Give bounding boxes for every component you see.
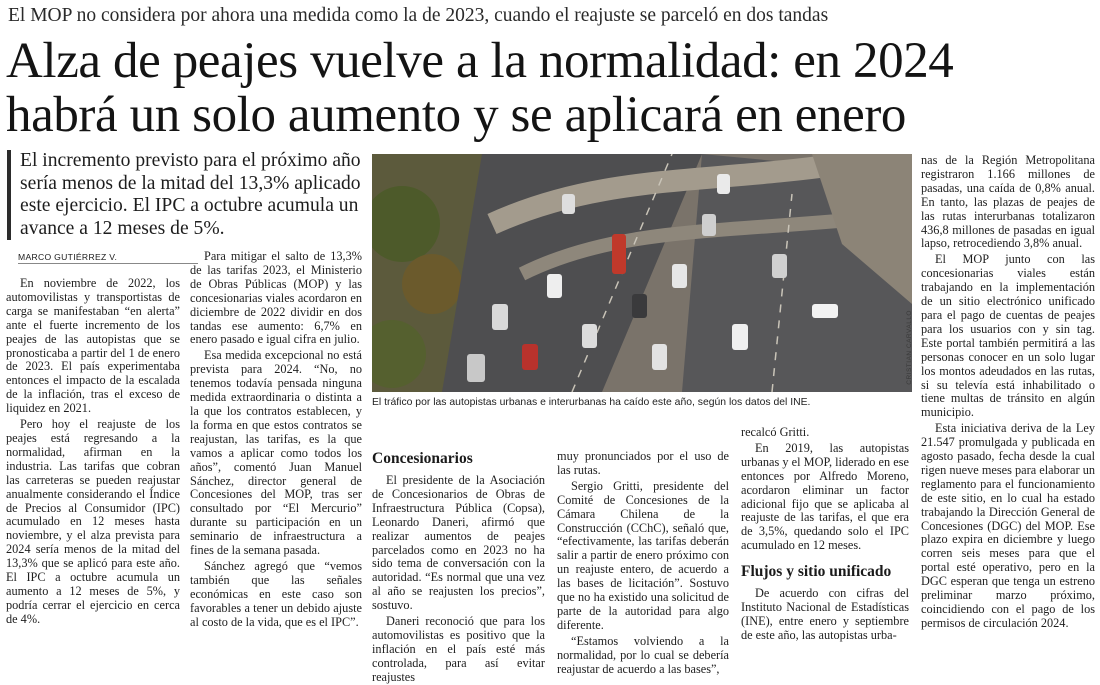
paragraph: recalcó Gritti. — [741, 425, 810, 439]
paragraph: Esa medida excepcional no está prevista para 2024. “No, no tenemos todavía pensada ninguna medida extraordinaria o distinta a la que los contratos establecen, y la forma en que estos contratos se reajustan, las tarifas, es la que vamos a aplicar como todos los años”, comentó Juan Manuel Sánchez, director general de Concesiones del MOP, tras ser consultado por “El Mercurio” durante su participación en un seminario de infraestructura a fines de la semana pasada. — [190, 348, 362, 558]
paragraph: “Estamos volviendo a la normalidad, por lo cual se debería reajustar de acuerdo a las bases”, — [557, 633, 729, 676]
kicker: El MOP no considera por ahora una medida como la de 2023, cuando el reajuste se parceló en dos tandas — [8, 5, 829, 26]
paragraph: Sánchez agregó que “vemos también que las señales económicas en este caso son favorables a tener un debido ajuste al costo de la vida, que es el IPC”. — [190, 558, 362, 629]
article-column-5 — [741, 426, 909, 643]
byline: MARCO GUTIÉRREZ V. — [18, 252, 198, 264]
photo-credit: CRISTIAN CARVALLO — [906, 310, 913, 385]
article-column-3 — [372, 450, 545, 685]
paragraph: El MOP junto con las concesionarias viales están trabajando en la implementación de un sitio electrónico unificado para el pago de cuentas de peajes para los usuarios con y sin tag. Este portal también permitirá a las personas conocer en un solo lugar los montos adeudados en las rutas, si su televía está inhabilitado o tiene multas de tránsito en algún municipio. — [921, 252, 1095, 420]
paragraph: En noviembre de 2022, los automovilistas y transportistas de carga se manifestaban “en alerta” ante el fuerte incremento de los peajes de las autopistas que se pronosticaba a partir del 1 de enero de 2023. El país experimentaba entonces el impacto de la escalada de la inflación, tras el exceso de liquidez en 2021. — [6, 276, 180, 416]
photo-caption: El tráfico por las autopistas urbanas e interurbanas ha caído este año, según los datos del INE. — [372, 397, 811, 408]
paragraph: De acuerdo con cifras del Instituto Nacional de Estadísticas (INE), entre enero y septiembre de este año, las autopistas urba- — [741, 586, 909, 642]
article-column-4 — [557, 450, 729, 677]
subheading-flujos: Flujos y sitio unificado — [741, 563, 892, 581]
highway-illustration — [372, 154, 912, 392]
headline-line-1: Alza de peajes vuelve a la normalidad: en 2024 — [6, 33, 954, 89]
deck: El incremento previsto para el próximo año sería menos de la mitad del 13,3% aplicado este ejercicio. El IPC a octubre acumula un avance a 12 meses de 5%. — [7, 150, 378, 240]
headline — [6, 34, 1096, 142]
headline-line-2: habrá un solo aumento y se aplicará en enero — [6, 87, 907, 143]
news-photo — [372, 154, 912, 392]
paragraph: Esta iniciativa deriva de la Ley 21.547 promulgada y publicada en agosto pasado, fecha desde la cual rigen nueve meses para elaborar un reglamento para el funcionamiento de este sitio, en lo cual ha estado trabajando la Dirección General de Concesiones (DGC) del MOP. Ese plazo expira en diciembre y luego corren seis meses para que el portal esté operativo, pero en la DGC esperan que tenga un estreno preliminar marzo próximo, coincidiendo con el pago de los permisos de circulación 2024. — [921, 421, 1095, 630]
article-column-6 — [921, 154, 1095, 631]
paragraph: Daneri reconoció que para los automovilistas es positivo que la inflación en el país esté más controlada, para así evitar reajustes — [372, 614, 545, 684]
article-column-2 — [190, 250, 362, 629]
paragraph: Pero hoy el reajuste de los peajes está regresando a la normalidad, afirman en la industria. Las tarifas que cobran las carreteras se pueden reajustar anualmente considerando el Índice de Precios al Consumidor (IPC) acumulado en 12 meses hasta noviembre, y el alza prevista para 2024 sería menos de la mitad del 13,3% que se aplicó para este año. El IPC a octubre acumula un aumento a 12 meses de 5%, y podría cerrar el ejercicio en cerca de 4%. — [6, 417, 180, 626]
paragraph: nas de la Región Metropolitana registraron 1.166 millones de pasadas, una caída de 0,8% anual. En tanto, las plazas de peajes de las rutas interurbanas totalizaron 436,8 millones de pasadas en igual lapso, retrocediendo 3,8% anual. — [921, 153, 1095, 251]
paragraph: El presidente de la Asociación de Concesionarios de Obras de Infraestructura Pública (Copsa), Leonardo Daneri, afirmó que realizar aumentos de peajes parcelados como en 2023 no ha sido tema de conversación con la autoridad. “Es normal que una vez al año se reajusten los precios”, sostuvo. — [372, 473, 545, 613]
article-column-1 — [6, 277, 180, 627]
paragraph: muy pronunciados por el uso de las rutas. — [557, 449, 729, 477]
subheading-concesionarios: Concesionarios — [372, 450, 473, 467]
paragraph: En 2019, las autopistas urbanas y el MOP, liderado en ese entonces por Alfredo Moreno, acordaron eliminar un factor adicional fijo que se aplicaba al reajuste de las tarifas, el que era de 3,5%, quedando solo el IPC acumulado en 12 meses. — [741, 440, 909, 553]
paragraph: Sergio Gritti, presidente del Comité de Concesiones de la Cámara Chilena de la Construcción (CChC), señaló que, “efectivamente, las tarifas deberán salir a partir de enero próximo con un reajuste entero, de acuerdo a las bases de licitación”. Sostuvo que no ha existido una solicitud de parte de la autoridad para algo diferente. — [557, 478, 729, 632]
paragraph: Para mitigar el salto de 13,3% de las tarifas 2023, el Ministerio de Obras Públicas (MOP) y las concesionarias viales acordaron en diciembre de 2022 dividir en dos tandas ese aumento: 6,7% en enero pasado e igual cifra en julio. — [190, 249, 362, 347]
